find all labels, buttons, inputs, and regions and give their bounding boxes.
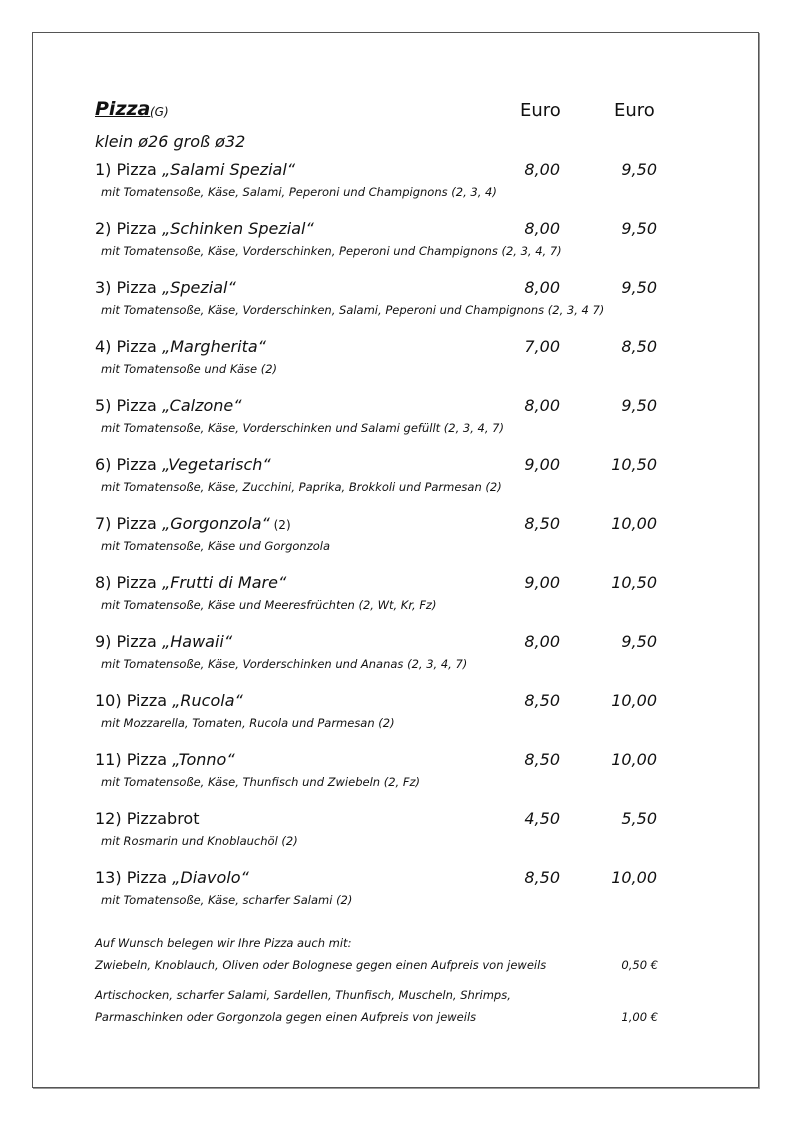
price-small: 8,50 [524,691,560,710]
pizza-name [95,632,232,651]
pizza-note: (2) [269,518,291,532]
pizza-item [0,396,793,452]
pizza-item [0,868,793,924]
pizza-title: „Margherita“ [161,337,266,356]
pizza-number: 2) Pizza [95,219,162,238]
pizza-title: „Schinken Spezial“ [161,219,314,238]
pizza-number: 12) Pizzabrot [95,809,200,828]
pizza-title: „Calzone“ [161,396,242,415]
price-small: 8,00 [524,278,560,297]
pizza-name [95,514,291,533]
pizza-number: 5) Pizza [95,396,162,415]
pizza-name [95,750,235,769]
pizza-name [95,455,271,474]
pizza-name [95,573,286,592]
extras-intro: Auf Wunsch belegen wir Ihre Pizza auch mit: [95,936,352,950]
pizza-item [0,278,793,334]
pizza-description: mit Tomatensoße, Käse, Vorderschinken, Peperoni und Champignons (2, 3, 4, 7) [101,244,562,258]
pizza-description: mit Tomatensoße, Käse, Vorderschinken und Ananas (2, 3, 4, 7) [101,657,468,671]
price-large: 5,50 [621,809,657,828]
pizza-name [95,809,199,828]
price-small: 9,00 [524,455,560,474]
price-large: 9,50 [621,160,657,179]
pizza-item [0,337,793,393]
pizza-title: „Gorgonzola“ [161,514,270,533]
price-large: 9,50 [621,396,657,415]
pizza-description: mit Tomatensoße, Käse, Salami, Peperoni und Champignons (2, 3, 4) [101,185,497,199]
pizza-name [95,868,249,887]
pizza-description: mit Tomatensoße, Käse und Meeresfrüchten (2, Wt, Kr, Fz) [101,598,437,612]
price-large: 10,50 [611,573,657,592]
price-large: 10,00 [611,514,657,533]
pizza-name [95,219,314,238]
price-small: 8,50 [524,868,560,887]
price-small: 8,00 [524,632,560,651]
price-small: 8,00 [524,396,560,415]
pizza-description: mit Tomatensoße, Käse, Vorderschinken, Salami, Peperoni und Champignons (2, 3, 4 7) [101,303,605,317]
pizza-item [0,809,793,865]
pizza-description: mit Mozzarella, Tomaten, Rucola und Parmesan (2) [101,716,395,730]
pizza-item [0,160,793,216]
pizza-number: 8) Pizza [95,573,162,592]
pizza-description: mit Tomatensoße, Käse, Vorderschinken und Salami gefüllt (2, 3, 4, 7) [101,421,504,435]
pizza-description: mit Tomatensoße, Käse, Zucchini, Paprika, Brokkoli und Parmesan (2) [101,480,502,494]
pizza-number: 4) Pizza [95,337,162,356]
pizza-description: mit Tomatensoße, Käse, Thunfisch und Zwiebeln (2, Fz) [101,775,420,789]
price-large: 10,00 [611,750,657,769]
title-allergen-note: (G) [150,105,169,119]
price-small: 8,50 [524,514,560,533]
column-header-small: Euro [520,100,561,121]
pizza-title: „Frutti di Mare“ [161,573,287,592]
price-small: 4,50 [524,809,560,828]
pizza-name [95,691,243,710]
pizza-description: mit Tomatensoße, Käse und Gorgonzola [101,539,331,553]
pizza-item [0,455,793,511]
extras-price-1: 0,50 € [621,958,658,972]
price-small: 8,00 [524,219,560,238]
pizza-name [95,278,236,297]
pizza-number: 6) Pizza [95,455,162,474]
pizza-title: „Tonno“ [172,750,235,769]
price-large: 9,50 [621,632,657,651]
price-large: 9,50 [621,278,657,297]
pizza-description: mit Rosmarin und Knoblauchöl (2) [101,834,298,848]
extras-line-2a: Artischocken, scharfer Salami, Sardellen, Thunfisch, Muscheln, Shrimps, [95,988,511,1002]
price-small: 7,00 [524,337,560,356]
pizza-name [95,337,266,356]
price-large: 10,50 [611,455,657,474]
column-header-large: Euro [614,100,655,121]
pizza-title: „Salami Spezial“ [161,160,296,179]
pizza-number: 9) Pizza [95,632,162,651]
pizza-number: 13) Pizza [95,868,173,887]
pizza-number: 7) Pizza [95,514,162,533]
pizza-number: 3) Pizza [95,278,162,297]
pizza-title: „Hawaii“ [161,632,233,651]
price-large: 10,00 [611,691,657,710]
pizza-name [95,160,295,179]
pizza-item [0,219,793,275]
pizza-item [0,514,793,570]
pizza-item [0,691,793,747]
pizza-title: „Rucola“ [172,691,243,710]
pizza-number: 1) Pizza [95,160,162,179]
menu-title: Pizza [95,98,151,120]
extras-line-2b: Parmaschinken oder Gorgonzola gegen einen Aufpreis von jeweils [95,1010,477,1024]
pizza-description: mit Tomatensoße, Käse, scharfer Salami (2) [101,893,353,907]
price-small: 8,00 [524,160,560,179]
price-small: 9,00 [524,573,560,592]
pizza-number: 10) Pizza [95,691,173,710]
pizza-item [0,750,793,806]
extras-line-1: Zwiebeln, Knoblauch, Oliven oder Bolognese gegen einen Aufpreis von jeweils [95,958,547,972]
pizza-title: „Vegetarisch“ [161,455,271,474]
pizza-title: „Diavolo“ [172,868,249,887]
pizza-item [0,632,793,688]
pizza-name [95,396,242,415]
pizza-number: 11) Pizza [95,750,173,769]
pizza-description: mit Tomatensoße und Käse (2) [101,362,278,376]
size-legend: klein ø26 groß ø32 [95,132,246,151]
pizza-title: „Spezial“ [161,278,236,297]
price-large: 8,50 [621,337,657,356]
pizza-item [0,573,793,629]
price-small: 8,50 [524,750,560,769]
extras-price-2: 1,00 € [621,1010,658,1024]
price-large: 9,50 [621,219,657,238]
price-large: 10,00 [611,868,657,887]
